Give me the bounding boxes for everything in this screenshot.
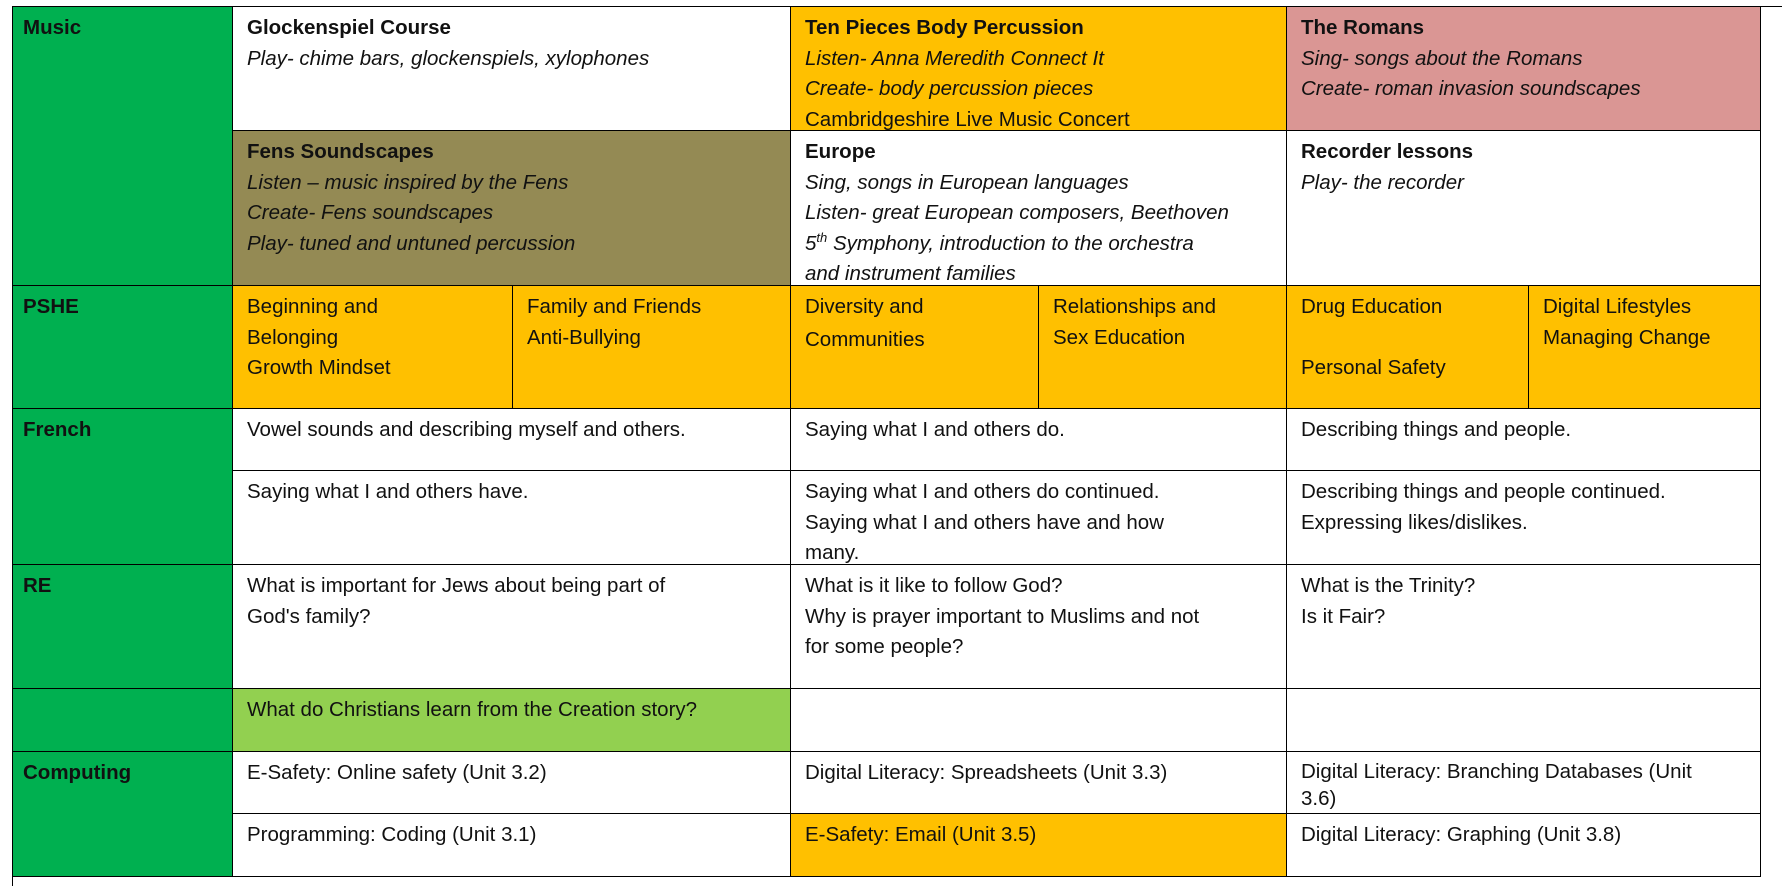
french-cell: Describing things and people. (1287, 409, 1761, 471)
re-cell: What is important for Jews about being part of God's family? (233, 565, 791, 689)
re-empty-cell (1287, 689, 1761, 752)
subject-music-continued (13, 131, 233, 286)
subject-re: RE (13, 565, 233, 689)
pshe-cell: Drug Education Personal Safety (1287, 286, 1529, 409)
computing-cell: Digital Literacy: Graphing (Unit 3.8) (1287, 814, 1761, 877)
french-cell: Saying what I and others do. (791, 409, 1287, 471)
music-fens-line: Play- tuned and untuned percussion (247, 231, 576, 255)
subject-computing-continued (13, 814, 233, 877)
music-europe-line: 5th Symphony, introduction to the orchestra (805, 229, 1194, 255)
music-europe-line: Listen- great European composers, Beethoven (805, 201, 1229, 224)
subject-computing: Computing (13, 752, 233, 814)
computing-cell: Programming: Coding (Unit 3.1) (233, 814, 791, 877)
subject-french: French (13, 409, 233, 471)
pshe-cell: Digital Lifestyles Managing Change (1529, 286, 1761, 409)
music-fens-line: Create- Fens soundscapes (247, 201, 494, 224)
french-cell: Saying what I and others do continued. Saying what I and others have and how many. (791, 471, 1287, 565)
music-glockenspiel-cell (233, 7, 791, 131)
music-romans-line: Sing- songs about the Romans (1301, 46, 1583, 70)
re-cell: What is it like to follow God? Why is prayer important to Muslims and not for some people? (791, 565, 1287, 689)
music-fens-cell (233, 131, 791, 286)
music-romans-line: Create- roman invasion soundscapes (1301, 77, 1641, 100)
pshe-cell: Relationships and Sex Education (1039, 286, 1287, 409)
computing-cell: Digital Literacy: Branching Databases (Unit 3.6) (1287, 752, 1761, 814)
music-europe-title: Europe (805, 140, 876, 163)
french-cell: Vowel sounds and describing myself and others. (233, 409, 791, 471)
re-cell: What is the Trinity? Is it Fair? (1287, 565, 1761, 689)
music-europe-cell (791, 131, 1287, 286)
music-fens-title: Fens Soundscapes (247, 140, 434, 163)
pshe-cell: Diversity and Communities (791, 286, 1039, 409)
pshe-cell: Beginning and Belonging Growth Mindset (233, 286, 513, 409)
music-europe-line: and instrument families (805, 262, 1016, 285)
subject-pshe: PSHE (13, 286, 233, 409)
music-europe-line: Sing, songs in European languages (805, 170, 1129, 194)
subject-re-continued (13, 689, 233, 752)
music-romans-cell (1287, 7, 1761, 131)
music-glockenspiel-title: Glockenspiel Course (247, 16, 451, 39)
music-tenpieces-line: Listen- Anna Meredith Connect It (805, 46, 1104, 70)
music-tenpieces-line: Create- body percussion pieces (805, 77, 1094, 100)
re-cell: What do Christians learn from the Creation story? (233, 689, 791, 752)
music-tenpieces-title: Ten Pieces Body Percussion (805, 16, 1084, 39)
music-recorder-title: Recorder lessons (1301, 140, 1474, 163)
music-tenpieces-cell (791, 7, 1287, 131)
music-recorder-line: Play- the recorder (1301, 170, 1464, 194)
computing-cell: E-Safety: Online safety (Unit 3.2) (233, 752, 791, 814)
re-empty-cell (791, 689, 1287, 752)
music-tenpieces-concert: Cambridgeshire Live Music Concert (805, 107, 1130, 131)
subject-french-continued (13, 471, 233, 565)
music-fens-line: Listen – music inspired by the Fens (247, 170, 569, 194)
french-cell: Saying what I and others have. (233, 471, 791, 565)
french-cell: Describing things and people continued. Expressing likes/dislikes. (1287, 471, 1761, 565)
curriculum-table (12, 6, 1782, 886)
pshe-cell: Family and Friends Anti-Bullying (513, 286, 791, 409)
subject-music: Music (13, 7, 233, 131)
music-romans-title: The Romans (1301, 16, 1425, 39)
music-recorder-cell (1287, 131, 1761, 286)
computing-cell: E-Safety: Email (Unit 3.5) (791, 814, 1287, 877)
music-glockenspiel-line: Play- chime bars, glockenspiels, xylophones (247, 46, 650, 70)
computing-cell: Digital Literacy: Spreadsheets (Unit 3.3) (791, 752, 1287, 814)
